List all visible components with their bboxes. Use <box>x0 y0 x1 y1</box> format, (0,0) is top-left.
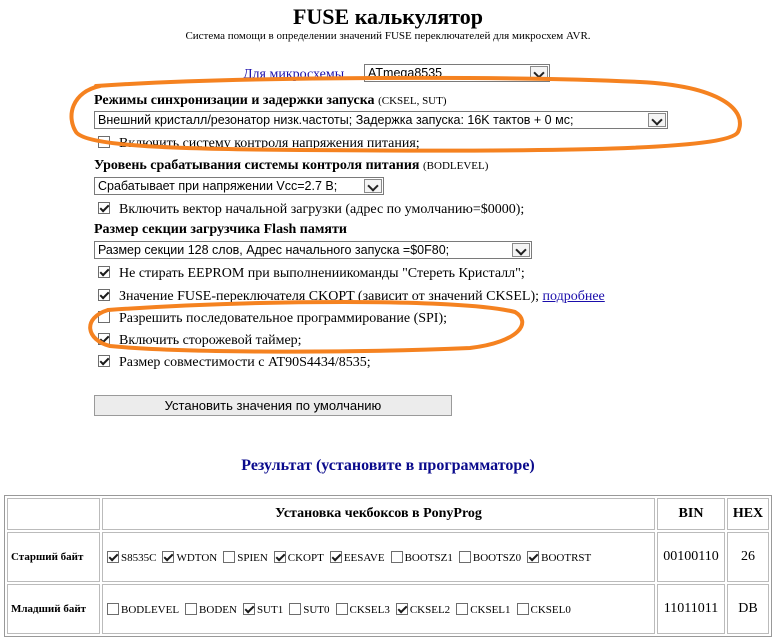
bits-header: Установка чекбоксов в PonyProg <box>102 498 655 530</box>
low-byte-label: Младший байт <box>7 584 100 634</box>
bit-checkbox[interactable] <box>289 603 301 615</box>
mcu-select-value: ATmega8535 <box>368 66 443 80</box>
bit-checkbox[interactable] <box>162 551 174 563</box>
bit-sut0 <box>289 603 329 616</box>
bit-cksel3 <box>336 603 390 616</box>
ckopt-details-link[interactable]: подробнее <box>542 289 605 304</box>
bit-spien <box>223 551 268 564</box>
compat-checkbox[interactable] <box>98 355 110 367</box>
eesave-label: Не стирать EEPROM при выполнениикоманды "Стереть Кристалл"; <box>119 266 525 281</box>
bit-label: WDTON <box>176 551 218 564</box>
bit-bootrst <box>527 551 591 564</box>
bit-label: EESAVE <box>343 551 385 564</box>
set-defaults-button[interactable]: Установить значения по умолчанию <box>94 395 452 416</box>
page-subtitle: Система помощи в определении значений FUSE переключателей для микросхем AVR. <box>185 30 591 42</box>
bodlevel-heading-note: (BODLEVEL) <box>423 160 489 172</box>
wdton-checkbox[interactable] <box>98 333 110 345</box>
bit-s8535c <box>107 551 156 564</box>
chevron-down-icon <box>512 243 530 257</box>
bootsize-select[interactable] <box>94 241 532 259</box>
clock-heading-note: (CKSEL, SUT) <box>378 95 447 107</box>
result-header-row <box>7 498 769 530</box>
boot-reset-row <box>98 202 524 218</box>
bodlevel-heading-text: Уровень срабатывания системы контроля питания <box>94 158 420 173</box>
mcu-select[interactable] <box>364 64 550 82</box>
bodlevel-select[interactable] <box>94 177 384 195</box>
eesave-row <box>98 266 525 282</box>
bit-label: SPIEN <box>237 551 268 564</box>
bit-checkbox[interactable] <box>274 551 286 563</box>
bit-ckopt <box>274 551 324 564</box>
ckopt-label: Значение FUSE-переключателя CKOPT (зависит от значений CKSEL); <box>119 289 539 304</box>
result-table <box>4 495 772 637</box>
bit-label: SUT0 <box>303 603 330 616</box>
bit-bootsz1 <box>391 551 453 564</box>
bod-enable-label: Включить систему контроля напряжения питания; <box>119 136 420 151</box>
ckopt-row <box>98 289 605 305</box>
hex-header: HEX <box>727 498 769 530</box>
bit-bodlevel <box>107 603 179 616</box>
bit-checkbox[interactable] <box>336 603 348 615</box>
high-byte-bits <box>102 532 655 582</box>
boot-reset-label: Включить вектор начальной загрузки (адрес по умолчанию=$0000); <box>119 202 525 217</box>
bin-header: BIN <box>657 498 725 530</box>
wdton-row <box>98 333 302 349</box>
bit-label: CKSEL3 <box>349 603 390 616</box>
high-byte-bin: 00100110 <box>657 532 725 582</box>
chevron-down-icon <box>530 66 548 80</box>
clock-select-value: Внешний кристалл/резонатор низк.частоты; Задержка запуска: 16K тактов + 0 мс; <box>98 113 574 127</box>
chevron-down-icon <box>364 179 382 193</box>
result-title: Результат (установите в программаторе) <box>241 457 535 474</box>
bit-checkbox[interactable] <box>396 603 408 615</box>
wdton-label: Включить сторожевой таймер; <box>119 333 302 348</box>
bit-bootsz0 <box>459 551 521 564</box>
bodlevel-heading <box>94 158 488 174</box>
bit-boden <box>185 603 237 616</box>
bit-checkbox[interactable] <box>527 551 539 563</box>
clock-heading-text: Режимы синхронизации и задержки запуска <box>94 93 375 108</box>
bod-enable-row <box>98 136 420 152</box>
high-byte-hex: 26 <box>727 532 769 582</box>
bit-checkbox[interactable] <box>517 603 529 615</box>
high-byte-label: Старший байт <box>7 532 100 582</box>
bit-label: BODLEVEL <box>121 603 180 616</box>
bit-eesave <box>330 551 385 564</box>
bit-checkbox[interactable] <box>459 551 471 563</box>
spi-row <box>98 311 447 327</box>
spi-label: Разрешить последовательное программирование (SPI); <box>119 311 448 326</box>
bit-cksel0 <box>517 603 571 616</box>
eesave-checkbox[interactable] <box>98 266 110 278</box>
bit-checkbox[interactable] <box>185 603 197 615</box>
chevron-down-icon <box>648 113 666 127</box>
bod-enable-checkbox[interactable] <box>98 136 110 148</box>
clock-heading <box>94 93 447 109</box>
bit-checkbox[interactable] <box>391 551 403 563</box>
ckopt-checkbox[interactable] <box>98 289 110 301</box>
bit-checkbox[interactable] <box>243 603 255 615</box>
bit-checkbox[interactable] <box>107 551 119 563</box>
bit-cksel2 <box>396 603 450 616</box>
clock-select[interactable] <box>94 111 668 129</box>
bit-label: SUT1 <box>256 603 284 616</box>
bit-checkbox[interactable] <box>107 603 119 615</box>
bit-label: S8535C <box>121 551 157 564</box>
table-row <box>7 532 769 582</box>
compat-row <box>98 355 371 371</box>
bit-checkbox[interactable] <box>330 551 342 563</box>
bit-checkbox[interactable] <box>223 551 235 563</box>
bit-label: CKSEL2 <box>409 603 451 616</box>
bit-label: CKSEL1 <box>470 603 511 616</box>
bit-cksel1 <box>456 603 510 616</box>
page-title: FUSE калькулятор <box>292 4 484 29</box>
boot-reset-checkbox[interactable] <box>98 202 110 214</box>
bootsize-heading: Размер секции загрузчика Flash памяти <box>94 222 347 237</box>
low-byte-bin: 11011011 <box>657 584 725 634</box>
bit-label: CKSEL0 <box>530 603 571 616</box>
bit-wdton <box>162 551 217 564</box>
bit-label: BODEN <box>199 603 237 616</box>
bit-label: CKOPT <box>287 551 324 564</box>
bit-checkbox[interactable] <box>456 603 468 615</box>
mcu-label-link[interactable]: Для микросхемы <box>243 67 345 82</box>
corner-cell <box>7 498 100 530</box>
spi-checkbox[interactable] <box>98 311 110 323</box>
bit-label: BOOTRST <box>541 551 592 564</box>
low-byte-hex: DB <box>727 584 769 634</box>
bootsize-select-value: Размер секции 128 слов, Адрес начального запуска =$0F80; <box>98 243 450 257</box>
bit-label: BOOTSZ1 <box>404 551 453 564</box>
compat-label: Размер совместимости с AT90S4434/8535; <box>119 355 371 370</box>
bodlevel-select-value: Срабатывает при напряжении Vcc=2.7 В; <box>98 179 338 193</box>
bit-sut1 <box>243 603 283 616</box>
bit-label: BOOTSZ0 <box>472 551 522 564</box>
